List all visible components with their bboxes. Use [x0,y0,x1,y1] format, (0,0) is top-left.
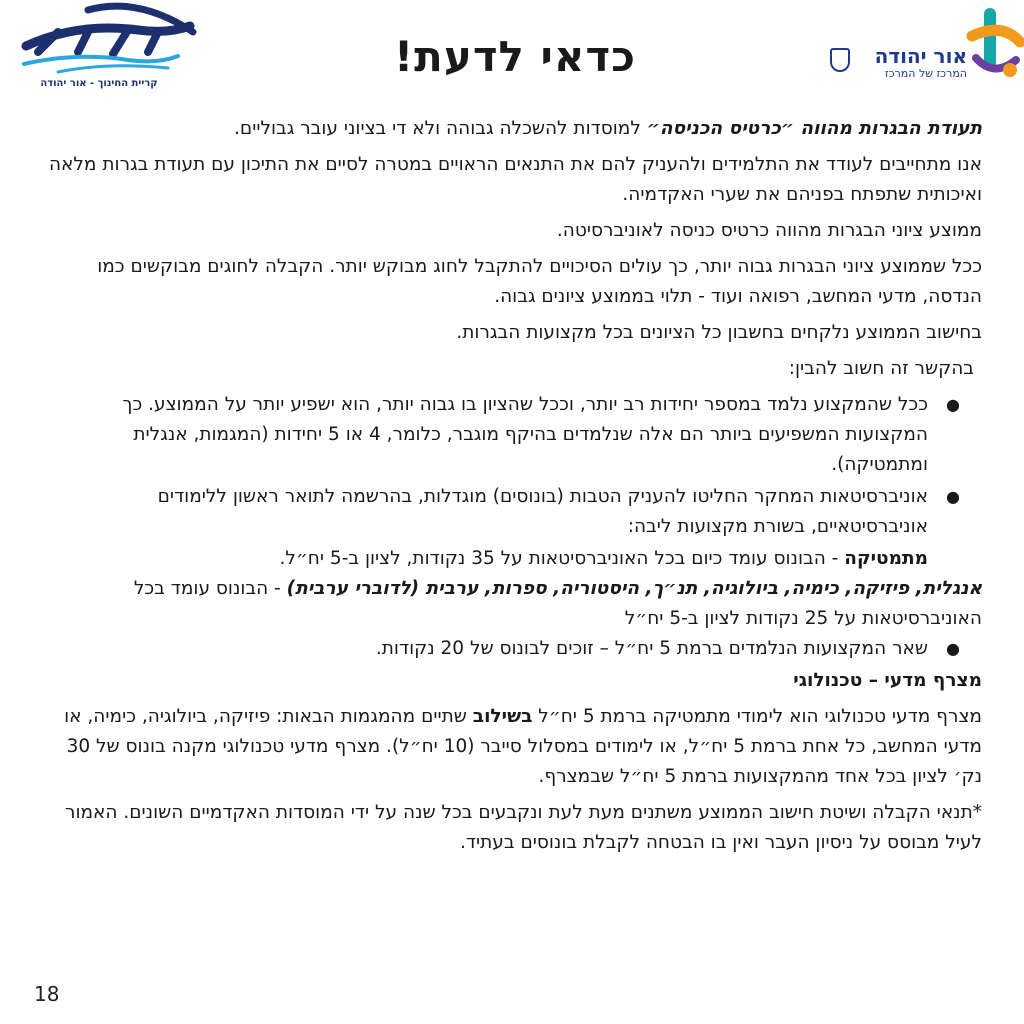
city-emblem-icon [830,48,850,72]
body-text [42,114,982,864]
entry-ticket-phrase: תעודת הבגרות מהווה ״כרטיס הכניסה״ [646,118,982,139]
aggregate-text-before: מצרף מדעי טכנולוגי הוא לימודי מתמטיקה ברמת 5 יח״ל [532,706,982,727]
math-label: מתמטיקה [844,548,928,569]
bullet-icon: ● [946,395,960,414]
bullet-list-2 [42,634,982,664]
paragraph-subjects-bonus [42,574,982,634]
yuvalim-logo-subtitle: קריית החינוך - אור יהודה [40,78,158,89]
yuvalim-logo [18,2,203,107]
list-item [42,634,982,664]
paragraph-disclaimer: *תנאי הקבלה ושיטת חישוב הממוצע משתנים מעת לעת ונקבעים בכל שנה על ידי המוסדות האקדמיים השונים. האמור לעיל מבוסס על ניסיון העבר ואין בו הבטחה לקבלת בונוסים בעתיד. [65,802,982,853]
paragraph-math-bonus [42,544,982,574]
bullet-icon: ● [946,639,960,658]
bullet-bonus-text: אוניברסיטאות המחקר החליטו להעניק הטבות (בונוסים) מוגדלות, בהרשמה לתואר ראשון ללימודים אוניברסיטאיים, בשורת מקצועות ליבה: [157,486,928,537]
paragraph-important: בהקשר זה חשוב להבין: [788,358,974,379]
section-title: מצרף מדעי – טכנולוגי [793,670,982,691]
or-yehuda-logo-name: אור יהודה [874,44,967,68]
list-item [42,482,982,542]
bullet-units-text: ככל שהמקצוע נלמד במספר יחידות רב יותר, וככל שהציון בו גבוה יותר, הוא ישפיע יותר על הממוצע. כך המקצועות המשפיעים ביותר הם אלה שנלמדים בהיקף מוגבר, כלומר, 4 או 5 יחידות (המגמות, אנגלית ומתמטיקה). [122,394,928,475]
list-item [42,390,982,480]
paragraph-higher-average: ככל שממוצע ציוני הבגרות גבוה יותר, כך עולים הסיכויים להתקבל לחוג מבוקש יותר. הקבלה לחוגים מבוקשים כמו הנדסה, מדעי המחשב, רפואה ועוד - תלוי בממוצע ציונים גבוה. [97,256,982,307]
or-yehuda-logo [826,0,1024,90]
page-title: כדאי לדעת! [394,32,636,81]
paragraph-average-ticket: ממוצע ציוני הבגרות מהווה כרטיס כניסה לאוניברסיטה. [556,220,982,241]
bullet-list [42,390,982,542]
or-yehuda-logo-tagline: המרכז של המרכז [884,67,967,80]
subjects-bonus-text: - הבונוס עומד בכל האוניברסיטאות על 25 נקודות לציון ב-5 יח״ל [133,578,982,629]
math-bonus-text: - הבונוס עומד כיום בכל האוניברסיטאות על 35 נקודות, לציון ב-5 יח״ל. [279,548,845,569]
subjects-label: אנגלית, פיזיקה, כימיה, ביולוגיה, תנ״ך, היסטוריה, ספרות, ערבית (לדוברי ערבית) [286,578,982,599]
page-number: 18 [34,982,60,1006]
paragraph-intro [42,114,982,144]
aggregate-text-after: שתיים מהמגמות הבאות: פיזיקה, ביולוגיה, כימיה, או מדעי המחשב, כל אחת ברמת 5 יח״ל, או לימודים במסלול סייבר (10 יח״ל). מצרף מדעי טכנולוגי מקנה בונוס של 30 נק׳ לציון בכל אחד מהמקצועות ברמת 5 יח״ל שבמצרף. [64,706,982,787]
bullet-icon: ● [946,487,960,506]
aggregate-combined-word: בשילוב [472,706,533,727]
bullet-other-subjects-text: שאר המקצועות הנלמדים ברמת 5 יח״ל – זוכים לבונוס של 20 נקודות. [375,638,928,659]
paragraph-commitment: אנו מתחייבים לעודד את התלמידים ולהעניק להם את התנאים הראויים במטרה לסיים את התיכון עם תעודת בגרות מלאה ואיכותית שתפתח בפניהם את שערי האקדמיה. [48,154,982,205]
intro-rest: למוסדות להשכלה גבוהה ולא די בציוני עובר גבוליים. [234,118,647,139]
paragraph-science-aggregate [42,702,982,792]
paragraph-calculation: בחישוב הממוצע נלקחים בחשבון כל הציונים בכל מקצועות הבגרות. [456,322,982,343]
